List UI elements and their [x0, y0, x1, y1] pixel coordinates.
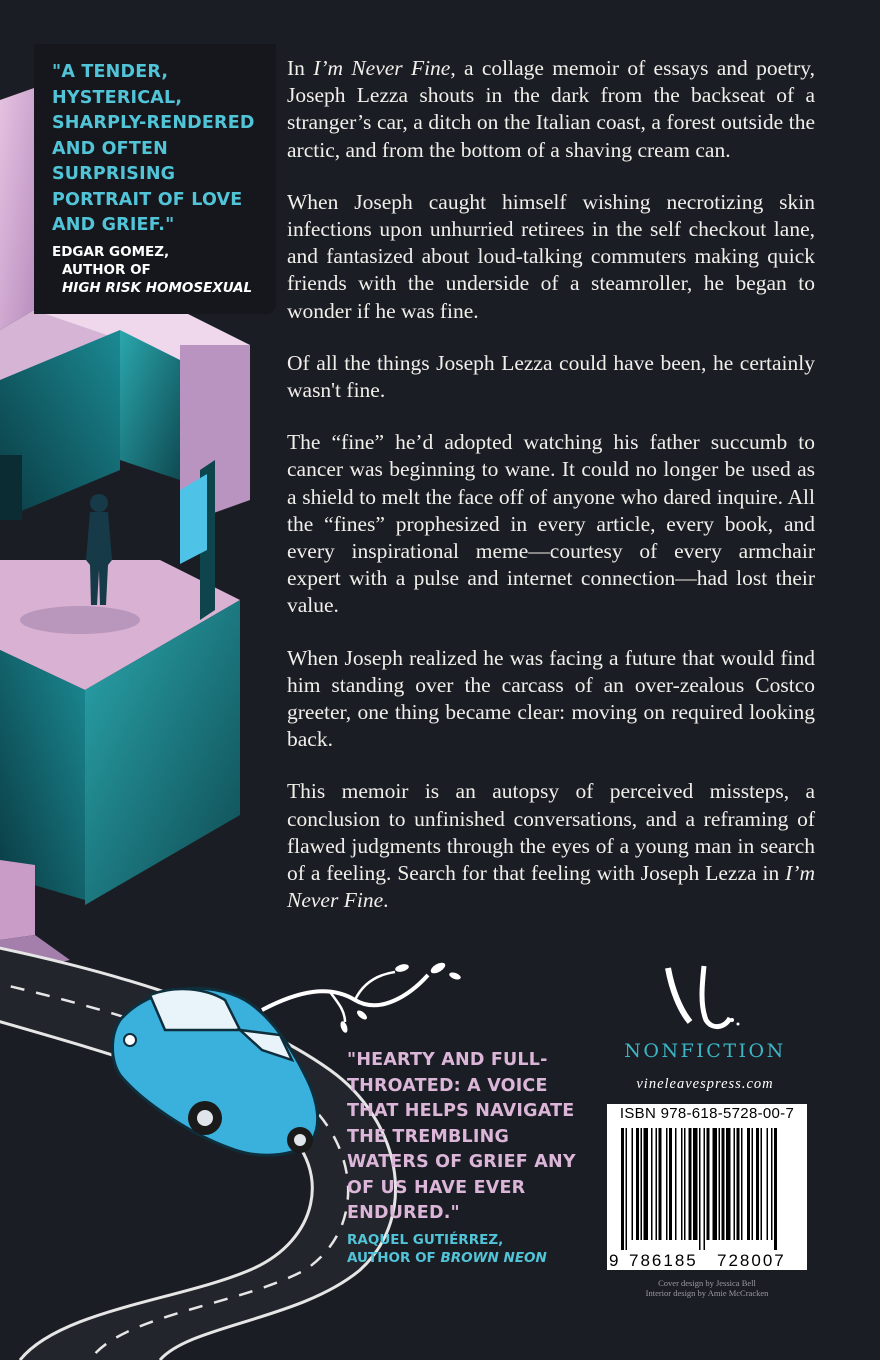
barcode-bar [621, 1128, 624, 1250]
barcode-bar [689, 1128, 692, 1240]
barcode-bar [684, 1128, 686, 1240]
barcode-bar [669, 1128, 672, 1240]
barcode-bar [699, 1128, 701, 1250]
barcode-bar [734, 1128, 736, 1240]
barcode-digit-first: 9 [609, 1251, 619, 1270]
vine [262, 961, 462, 1034]
blurb-text: . [383, 888, 389, 913]
barcode-bar [666, 1128, 668, 1240]
barcode-bar [774, 1128, 777, 1250]
barcode-bar [659, 1128, 662, 1240]
barcode-bar [747, 1128, 750, 1240]
quote-top-author-line2: AUTHOR OF [62, 261, 151, 278]
barcode-bar [704, 1128, 706, 1250]
quote-bottom-author-prefix: AUTHOR OF [347, 1249, 441, 1266]
barcode-bar [737, 1128, 740, 1240]
barcode-bar [719, 1128, 721, 1240]
barcode-bar [767, 1128, 769, 1240]
quote-top-text: "A TENDER, HYSTERICAL, SHARPLY-RENDERED AND OFTEN SURPRISING PORTRAIT OF LOVE AND GRIEF." [52, 62, 255, 235]
back-cover-blurb [287, 55, 815, 914]
barcode-bar [636, 1128, 639, 1240]
barcode-digits-group1: 786185 [629, 1251, 698, 1270]
quote-bottom [347, 1048, 597, 1267]
isbn-label: ISBN 978-618-5728-00-7 [619, 1105, 795, 1122]
publisher-logo [668, 966, 740, 1027]
publisher-website: vineleavespress.com [636, 1076, 774, 1092]
category-label: NONFICTION [624, 1040, 786, 1062]
barcode-bar [632, 1128, 634, 1240]
barcode-bar [681, 1128, 683, 1240]
isbn-barcode [607, 1104, 807, 1270]
blurb-paragraph: Of all the things Joseph Lezza could have been, he certainly wasn't fine. [287, 350, 815, 403]
quote-box-top [34, 44, 276, 314]
quote-bottom-author: RAQUEL GUTIÉRREZ, [347, 1231, 504, 1248]
blurb-text: In [287, 56, 314, 80]
barcode-bar [641, 1128, 643, 1240]
barcode-bar [656, 1128, 658, 1240]
barcode-bar [752, 1128, 754, 1240]
book-title-italic: I’m Never Fine [287, 861, 815, 913]
barcode-bar [726, 1128, 731, 1240]
barcode-bar [651, 1128, 653, 1240]
blurb-paragraph: The “fine” he’d adopted watching his father succumb to cancer was beginning to wane. It could no longer be used as a shield to melt the face off of anyone who dared inquire. All the “fines” prophesized in every article, every book, and every inspirational meme—courtesy of every armchair expert with a pulse and internet connection—had lost their value. [287, 430, 815, 618]
blurb-text: , a collage memoir of essays and poetry, Joseph Lezza shouts in the dark from the backseat of a stranger’s car, a ditch on the Italian coast, a forest outside the arctic, and from the bottom of a shaving cream can. [287, 56, 815, 162]
barcode-digits-group2: 728007 [717, 1251, 786, 1270]
blurb-paragraph [287, 55, 815, 164]
credit-cover: Cover design by Jessica Bell [658, 1278, 756, 1288]
design-credits [607, 1278, 807, 1298]
car [113, 988, 318, 1155]
barcode-bars [607, 1126, 807, 1270]
credit-interior: Interior design by Amie McCracken [645, 1288, 769, 1298]
barcode-bar [713, 1128, 718, 1240]
barcode-bar [722, 1128, 725, 1240]
blurb-paragraph: When Joseph realized he was facing a future that would find him standing over the carcass of an over-zealous Costco greeter, one thing became clear: moving on required looking back. [287, 645, 815, 752]
barcode-bar [675, 1128, 677, 1240]
barcode-bar [693, 1128, 698, 1240]
quote-bottom-text: "HEARTY AND FULL-THROATED: A VOICE THAT HELPS NAVIGATE THE TREMBLING WATERS OF GRIEF ANY OF US HAVE EVER ENDURED." [347, 1050, 576, 1223]
quote-top-author: EDGAR GOMEZ, [52, 243, 170, 260]
blurb-paragraph [287, 778, 815, 914]
book-title-italic: I’m Never Fine [313, 56, 451, 80]
barcode-bar [761, 1128, 763, 1240]
barcode-bar [741, 1128, 743, 1240]
barcode-bar [626, 1128, 628, 1250]
barcode-bar [644, 1128, 649, 1240]
barcode-bar [771, 1128, 773, 1240]
barcode-bar [756, 1128, 759, 1240]
blurb-paragraph: When Joseph caught himself wishing necrotizing skin infections upon unhurried retirees in the self checkout lane, and fantasized about loud-talking commuters making quick friends with the underside of a steamroller, he began to wonder if he was fine. [287, 189, 815, 323]
quote-bottom-author-book: BROWN NEON [440, 1249, 547, 1266]
quote-top-author-book: HIGH RISK HOMOSEXUAL [62, 279, 253, 296]
blurb-text: This memoir is an autopsy of perceived missteps, a conclusion to unfinished conversations, and a reframing of flawed judgments through the eyes of a young man in search of a feeling. Search for that feeling with Joseph Lezza in [287, 779, 815, 886]
barcode-bar [707, 1128, 710, 1240]
